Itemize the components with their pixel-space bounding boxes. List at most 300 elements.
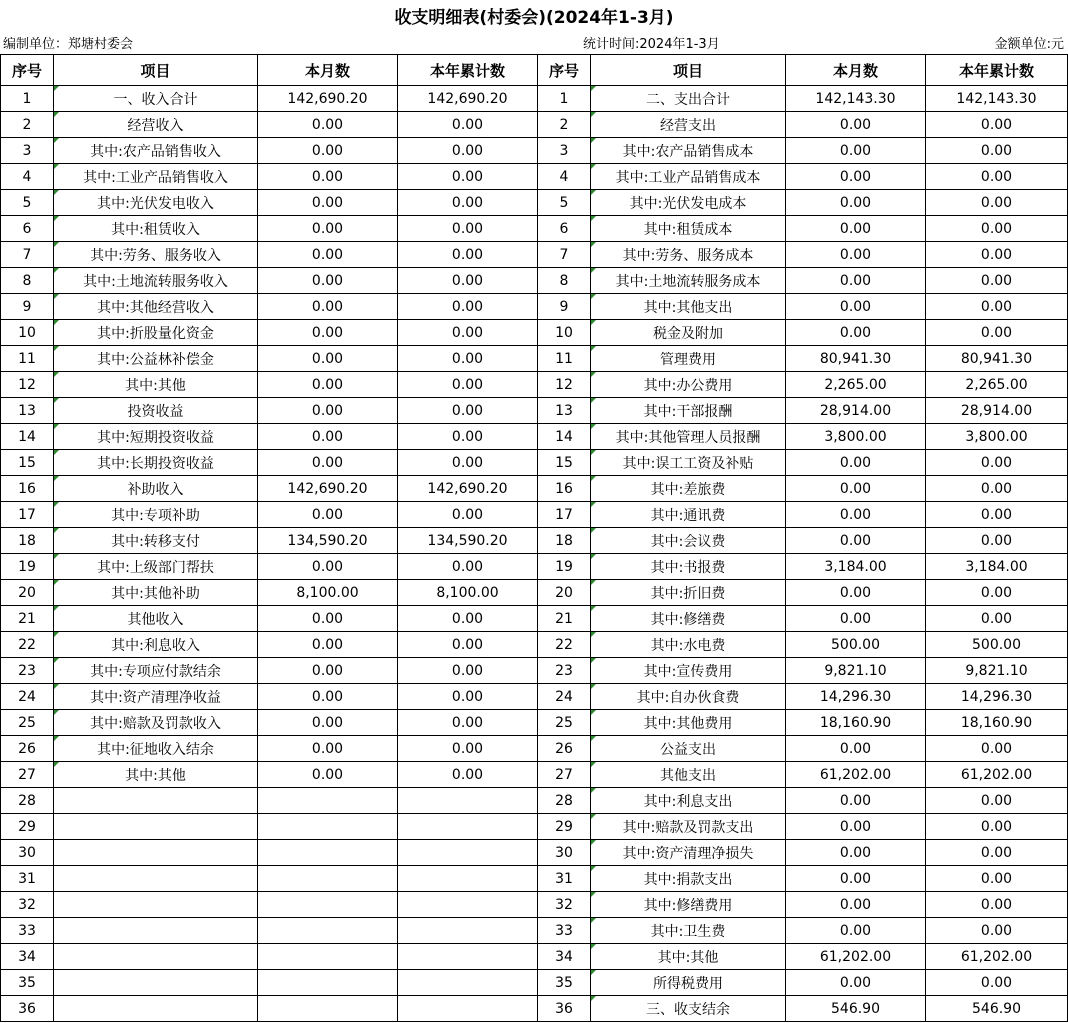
right-month-amount-cell: 61,202.00	[786, 944, 926, 970]
right-index-cell: 6	[538, 216, 591, 242]
right-index-cell: 9	[538, 294, 591, 320]
left-ytd-amount-cell	[398, 892, 538, 918]
header-left-index: 序号	[1, 55, 54, 86]
right-index-cell: 19	[538, 554, 591, 580]
right-index-cell: 14	[538, 424, 591, 450]
left-index-cell: 34	[1, 944, 54, 970]
left-item-cell: 补助收入	[54, 476, 258, 502]
right-item-cell: 其中:卫生费	[591, 918, 786, 944]
table-row	[1, 658, 1068, 684]
left-item-cell: 经营收入	[54, 112, 258, 138]
left-month-amount-cell: 0.00	[258, 216, 398, 242]
right-index-cell: 28	[538, 788, 591, 814]
left-ytd-amount-cell: 0.00	[398, 632, 538, 658]
left-ytd-amount-cell: 0.00	[398, 736, 538, 762]
page-title: 收支明细表(村委会)(2024年1-3月)	[394, 8, 674, 28]
left-month-amount-cell: 0.00	[258, 190, 398, 216]
right-month-amount-cell: 61,202.00	[786, 762, 926, 788]
table-row	[1, 398, 1068, 424]
right-ytd-amount-cell: 0.00	[926, 320, 1068, 346]
right-month-amount-cell: 0.00	[786, 216, 926, 242]
right-item-cell: 经营支出	[591, 112, 786, 138]
left-ytd-amount-cell: 0.00	[398, 424, 538, 450]
table-row	[1, 502, 1068, 528]
left-index-cell: 36	[1, 996, 54, 1022]
right-ytd-amount-cell: 0.00	[926, 216, 1068, 242]
right-month-amount-cell: 0.00	[786, 788, 926, 814]
left-item-cell: 其中:其他	[54, 372, 258, 398]
right-index-cell: 21	[538, 606, 591, 632]
right-item-cell: 其中:宣传费用	[591, 658, 786, 684]
left-item-cell: 其中:赔款及罚款收入	[54, 710, 258, 736]
table-row	[1, 320, 1068, 346]
left-ytd-amount-cell: 0.00	[398, 164, 538, 190]
right-ytd-amount-cell: 0.00	[926, 242, 1068, 268]
left-ytd-amount-cell: 0.00	[398, 294, 538, 320]
header-left-item: 项目	[54, 55, 258, 86]
table-row	[1, 996, 1068, 1022]
left-month-amount-cell: 0.00	[258, 320, 398, 346]
right-index-cell: 11	[538, 346, 591, 372]
left-ytd-amount-cell	[398, 918, 538, 944]
right-ytd-amount-cell: 80,941.30	[926, 346, 1068, 372]
right-month-amount-cell: 3,800.00	[786, 424, 926, 450]
table-row	[1, 424, 1068, 450]
right-month-amount-cell: 0.00	[786, 138, 926, 164]
right-index-cell: 31	[538, 866, 591, 892]
left-ytd-amount-cell	[398, 814, 538, 840]
left-index-cell: 12	[1, 372, 54, 398]
left-ytd-amount-cell: 0.00	[398, 502, 538, 528]
left-index-cell: 32	[1, 892, 54, 918]
right-month-amount-cell: 18,160.90	[786, 710, 926, 736]
right-index-cell: 29	[538, 814, 591, 840]
right-month-amount-cell: 0.00	[786, 814, 926, 840]
left-index-cell: 10	[1, 320, 54, 346]
left-item-cell: 其中:折股量化资金	[54, 320, 258, 346]
left-ytd-amount-cell	[398, 996, 538, 1022]
left-index-cell: 1	[1, 86, 54, 112]
left-month-amount-cell: 0.00	[258, 138, 398, 164]
left-index-cell: 29	[1, 814, 54, 840]
left-item-cell: 其中:资产清理净收益	[54, 684, 258, 710]
right-month-amount-cell: 0.00	[786, 242, 926, 268]
left-index-cell: 15	[1, 450, 54, 476]
left-item-cell	[54, 814, 258, 840]
left-month-amount-cell: 0.00	[258, 450, 398, 476]
left-item-cell: 其中:利息收入	[54, 632, 258, 658]
right-index-cell: 33	[538, 918, 591, 944]
left-item-cell	[54, 996, 258, 1022]
left-month-amount-cell	[258, 814, 398, 840]
right-month-amount-cell: 546.90	[786, 996, 926, 1022]
right-item-cell: 其中:办公费用	[591, 372, 786, 398]
right-item-cell: 其中:差旅费	[591, 476, 786, 502]
left-ytd-amount-cell: 0.00	[398, 710, 538, 736]
left-ytd-amount-cell: 0.00	[398, 684, 538, 710]
left-item-cell	[54, 918, 258, 944]
left-ytd-amount-cell	[398, 866, 538, 892]
left-month-amount-cell: 142,690.20	[258, 476, 398, 502]
right-month-amount-cell: 0.00	[786, 112, 926, 138]
right-item-cell: 税金及附加	[591, 320, 786, 346]
right-month-amount-cell: 500.00	[786, 632, 926, 658]
right-index-cell: 16	[538, 476, 591, 502]
right-ytd-amount-cell: 0.00	[926, 580, 1068, 606]
table-row	[1, 112, 1068, 138]
left-index-cell: 5	[1, 190, 54, 216]
right-index-cell: 10	[538, 320, 591, 346]
table-row	[1, 268, 1068, 294]
table-row	[1, 476, 1068, 502]
table-row	[1, 944, 1068, 970]
right-ytd-amount-cell: 18,160.90	[926, 710, 1068, 736]
right-month-amount-cell: 0.00	[786, 606, 926, 632]
left-index-cell: 24	[1, 684, 54, 710]
left-index-cell: 4	[1, 164, 54, 190]
right-item-cell: 其中:农产品销售成本	[591, 138, 786, 164]
table-row	[1, 684, 1068, 710]
table-row	[1, 86, 1068, 112]
table-row	[1, 788, 1068, 814]
left-month-amount-cell: 0.00	[258, 502, 398, 528]
right-item-cell: 二、支出合计	[591, 86, 786, 112]
left-item-cell: 其中:租赁收入	[54, 216, 258, 242]
table-row	[1, 346, 1068, 372]
left-month-amount-cell: 0.00	[258, 762, 398, 788]
left-ytd-amount-cell: 8,100.00	[398, 580, 538, 606]
right-item-cell: 其中:其他	[591, 944, 786, 970]
right-item-cell: 公益支出	[591, 736, 786, 762]
right-index-cell: 20	[538, 580, 591, 606]
right-month-amount-cell: 28,914.00	[786, 398, 926, 424]
left-item-cell	[54, 866, 258, 892]
right-ytd-amount-cell: 0.00	[926, 112, 1068, 138]
left-index-cell: 25	[1, 710, 54, 736]
right-item-cell: 其中:水电费	[591, 632, 786, 658]
table-row	[1, 450, 1068, 476]
right-index-cell: 15	[538, 450, 591, 476]
right-month-amount-cell: 14,296.30	[786, 684, 926, 710]
left-month-amount-cell: 0.00	[258, 684, 398, 710]
left-item-cell: 其中:专项补助	[54, 502, 258, 528]
left-index-cell: 20	[1, 580, 54, 606]
right-item-cell: 其中:劳务、服务成本	[591, 242, 786, 268]
left-ytd-amount-cell: 0.00	[398, 372, 538, 398]
right-item-cell: 其中:利息支出	[591, 788, 786, 814]
right-month-amount-cell: 0.00	[786, 866, 926, 892]
left-item-cell: 一、收入合计	[54, 86, 258, 112]
right-month-amount-cell: 0.00	[786, 320, 926, 346]
left-index-cell: 22	[1, 632, 54, 658]
left-month-amount-cell	[258, 944, 398, 970]
left-month-amount-cell	[258, 970, 398, 996]
left-ytd-amount-cell: 0.00	[398, 268, 538, 294]
right-index-cell: 36	[538, 996, 591, 1022]
left-ytd-amount-cell: 0.00	[398, 216, 538, 242]
table-row	[1, 138, 1068, 164]
left-month-amount-cell: 0.00	[258, 112, 398, 138]
left-month-amount-cell: 0.00	[258, 372, 398, 398]
right-ytd-amount-cell: 0.00	[926, 788, 1068, 814]
left-index-cell: 33	[1, 918, 54, 944]
right-item-cell: 其中:租赁成本	[591, 216, 786, 242]
right-ytd-amount-cell: 0.00	[926, 190, 1068, 216]
right-item-cell: 管理费用	[591, 346, 786, 372]
left-index-cell: 28	[1, 788, 54, 814]
left-ytd-amount-cell	[398, 840, 538, 866]
table-row	[1, 216, 1068, 242]
left-month-amount-cell	[258, 840, 398, 866]
left-item-cell: 其中:短期投资收益	[54, 424, 258, 450]
right-month-amount-cell: 0.00	[786, 450, 926, 476]
right-index-cell: 22	[538, 632, 591, 658]
table-row	[1, 294, 1068, 320]
left-index-cell: 19	[1, 554, 54, 580]
right-month-amount-cell: 0.00	[786, 918, 926, 944]
right-item-cell: 其中:其他管理人员报酬	[591, 424, 786, 450]
left-month-amount-cell: 0.00	[258, 424, 398, 450]
left-item-cell	[54, 840, 258, 866]
table-row	[1, 528, 1068, 554]
table-row	[1, 762, 1068, 788]
left-ytd-amount-cell: 134,590.20	[398, 528, 538, 554]
left-ytd-amount-cell: 0.00	[398, 346, 538, 372]
table-row	[1, 892, 1068, 918]
right-ytd-amount-cell: 0.00	[926, 164, 1068, 190]
right-index-cell: 34	[538, 944, 591, 970]
meta-bar	[0, 36, 1068, 54]
left-item-cell: 其中:其他经营收入	[54, 294, 258, 320]
header-row	[1, 55, 1068, 86]
right-index-cell: 13	[538, 398, 591, 424]
header-right-month: 本月数	[786, 55, 926, 86]
right-item-cell: 其中:光伏发电成本	[591, 190, 786, 216]
right-item-cell: 其中:其他费用	[591, 710, 786, 736]
right-index-cell: 18	[538, 528, 591, 554]
table-row	[1, 918, 1068, 944]
left-month-amount-cell: 0.00	[258, 346, 398, 372]
right-index-cell: 24	[538, 684, 591, 710]
left-ytd-amount-cell	[398, 944, 538, 970]
left-ytd-amount-cell: 0.00	[398, 658, 538, 684]
left-month-amount-cell: 0.00	[258, 710, 398, 736]
left-month-amount-cell: 0.00	[258, 242, 398, 268]
right-ytd-amount-cell: 0.00	[926, 840, 1068, 866]
right-item-cell: 其他支出	[591, 762, 786, 788]
right-item-cell: 其中:会议费	[591, 528, 786, 554]
left-index-cell: 21	[1, 606, 54, 632]
right-month-amount-cell: 0.00	[786, 164, 926, 190]
right-index-cell: 12	[538, 372, 591, 398]
left-month-amount-cell	[258, 788, 398, 814]
left-ytd-amount-cell: 0.00	[398, 762, 538, 788]
table-row	[1, 736, 1068, 762]
left-month-amount-cell	[258, 866, 398, 892]
right-ytd-amount-cell: 0.00	[926, 814, 1068, 840]
header-right-index: 序号	[538, 55, 591, 86]
left-ytd-amount-cell: 142,690.20	[398, 86, 538, 112]
right-item-cell: 其中:工业产品销售成本	[591, 164, 786, 190]
right-index-cell: 2	[538, 112, 591, 138]
left-item-cell	[54, 788, 258, 814]
left-ytd-amount-cell: 142,690.20	[398, 476, 538, 502]
table-row	[1, 840, 1068, 866]
right-ytd-amount-cell: 0.00	[926, 450, 1068, 476]
right-item-cell: 其中:修缮费	[591, 606, 786, 632]
right-index-cell: 3	[538, 138, 591, 164]
right-ytd-amount-cell: 0.00	[926, 294, 1068, 320]
table-body	[1, 86, 1068, 1022]
right-ytd-amount-cell: 2,265.00	[926, 372, 1068, 398]
right-ytd-amount-cell: 28,914.00	[926, 398, 1068, 424]
left-month-amount-cell	[258, 996, 398, 1022]
left-item-cell: 其中:征地收入结余	[54, 736, 258, 762]
right-month-amount-cell: 0.00	[786, 970, 926, 996]
left-month-amount-cell	[258, 892, 398, 918]
left-index-cell: 3	[1, 138, 54, 164]
right-ytd-amount-cell: 9,821.10	[926, 658, 1068, 684]
right-index-cell: 8	[538, 268, 591, 294]
right-ytd-amount-cell: 500.00	[926, 632, 1068, 658]
left-item-cell: 其中:长期投资收益	[54, 450, 258, 476]
left-index-cell: 31	[1, 866, 54, 892]
right-month-amount-cell: 0.00	[786, 892, 926, 918]
left-month-amount-cell: 142,690.20	[258, 86, 398, 112]
compiling-unit: 编制单位：郑塘村委会	[3, 37, 134, 52]
right-item-cell: 其中:干部报酬	[591, 398, 786, 424]
left-index-cell: 2	[1, 112, 54, 138]
statistics-period: 统计时间:2024年1-3月	[583, 37, 720, 52]
right-item-cell: 其中:误工工资及补贴	[591, 450, 786, 476]
left-ytd-amount-cell: 0.00	[398, 450, 538, 476]
right-index-cell: 23	[538, 658, 591, 684]
right-index-cell: 17	[538, 502, 591, 528]
right-ytd-amount-cell: 3,800.00	[926, 424, 1068, 450]
right-ytd-amount-cell: 0.00	[926, 736, 1068, 762]
table-row	[1, 580, 1068, 606]
right-index-cell: 30	[538, 840, 591, 866]
table-row	[1, 372, 1068, 398]
right-item-cell: 其中:土地流转服务成本	[591, 268, 786, 294]
left-item-cell: 其中:劳务、服务收入	[54, 242, 258, 268]
right-index-cell: 1	[538, 86, 591, 112]
left-item-cell: 其他收入	[54, 606, 258, 632]
left-index-cell: 27	[1, 762, 54, 788]
left-ytd-amount-cell: 0.00	[398, 138, 538, 164]
right-ytd-amount-cell: 0.00	[926, 476, 1068, 502]
table-row	[1, 814, 1068, 840]
table-row	[1, 632, 1068, 658]
right-month-amount-cell: 3,184.00	[786, 554, 926, 580]
left-month-amount-cell: 134,590.20	[258, 528, 398, 554]
left-ytd-amount-cell: 0.00	[398, 112, 538, 138]
right-month-amount-cell: 0.00	[786, 294, 926, 320]
table-row	[1, 710, 1068, 736]
right-index-cell: 7	[538, 242, 591, 268]
left-index-cell: 23	[1, 658, 54, 684]
left-month-amount-cell: 8,100.00	[258, 580, 398, 606]
right-ytd-amount-cell: 14,296.30	[926, 684, 1068, 710]
left-item-cell: 其中:土地流转服务收入	[54, 268, 258, 294]
header-right-ytd: 本年累计数	[926, 55, 1068, 86]
left-ytd-amount-cell: 0.00	[398, 398, 538, 424]
right-item-cell: 其中:赔款及罚款支出	[591, 814, 786, 840]
left-ytd-amount-cell	[398, 788, 538, 814]
right-index-cell: 25	[538, 710, 591, 736]
left-month-amount-cell: 0.00	[258, 398, 398, 424]
left-month-amount-cell: 0.00	[258, 268, 398, 294]
left-month-amount-cell: 0.00	[258, 736, 398, 762]
left-month-amount-cell: 0.00	[258, 632, 398, 658]
left-item-cell: 其中:上级部门帮扶	[54, 554, 258, 580]
right-ytd-amount-cell: 61,202.00	[926, 944, 1068, 970]
left-item-cell: 其中:其他补助	[54, 580, 258, 606]
right-ytd-amount-cell: 3,184.00	[926, 554, 1068, 580]
left-index-cell: 11	[1, 346, 54, 372]
right-month-amount-cell: 142,143.30	[786, 86, 926, 112]
left-ytd-amount-cell: 0.00	[398, 242, 538, 268]
right-item-cell: 其中:资产清理净损失	[591, 840, 786, 866]
right-ytd-amount-cell: 0.00	[926, 606, 1068, 632]
right-item-cell: 其中:自办伙食费	[591, 684, 786, 710]
right-ytd-amount-cell: 0.00	[926, 528, 1068, 554]
right-index-cell: 4	[538, 164, 591, 190]
table-row	[1, 606, 1068, 632]
left-ytd-amount-cell: 0.00	[398, 606, 538, 632]
left-item-cell: 其中:转移支付	[54, 528, 258, 554]
right-index-cell: 26	[538, 736, 591, 762]
left-month-amount-cell: 0.00	[258, 658, 398, 684]
left-item-cell: 其中:公益林补偿金	[54, 346, 258, 372]
right-month-amount-cell: 0.00	[786, 190, 926, 216]
left-item-cell: 其中:农产品销售收入	[54, 138, 258, 164]
left-item-cell: 其中:其他	[54, 762, 258, 788]
income-expense-table	[0, 54, 1068, 1022]
left-month-amount-cell: 0.00	[258, 294, 398, 320]
left-ytd-amount-cell: 0.00	[398, 190, 538, 216]
right-item-cell: 其中:书报费	[591, 554, 786, 580]
left-month-amount-cell	[258, 918, 398, 944]
right-month-amount-cell: 9,821.10	[786, 658, 926, 684]
left-index-cell: 13	[1, 398, 54, 424]
right-item-cell: 其中:修缮费用	[591, 892, 786, 918]
right-index-cell: 27	[538, 762, 591, 788]
right-ytd-amount-cell: 142,143.30	[926, 86, 1068, 112]
table-row	[1, 242, 1068, 268]
left-item-cell	[54, 892, 258, 918]
table-row	[1, 190, 1068, 216]
right-month-amount-cell: 2,265.00	[786, 372, 926, 398]
right-ytd-amount-cell: 0.00	[926, 866, 1068, 892]
header-left-ytd: 本年累计数	[398, 55, 538, 86]
right-item-cell: 三、收支结余	[591, 996, 786, 1022]
left-index-cell: 35	[1, 970, 54, 996]
right-item-cell: 其中:通讯费	[591, 502, 786, 528]
table-row	[1, 866, 1068, 892]
left-index-cell: 7	[1, 242, 54, 268]
left-ytd-amount-cell: 0.00	[398, 554, 538, 580]
left-item-cell: 其中:工业产品销售收入	[54, 164, 258, 190]
right-month-amount-cell: 0.00	[786, 736, 926, 762]
right-ytd-amount-cell: 0.00	[926, 970, 1068, 996]
left-item-cell: 投资收益	[54, 398, 258, 424]
right-item-cell: 其中:捐款支出	[591, 866, 786, 892]
left-item-cell: 其中:专项应付款结余	[54, 658, 258, 684]
right-month-amount-cell: 0.00	[786, 502, 926, 528]
header-left-month: 本月数	[258, 55, 398, 86]
currency-unit: 金额单位:元	[994, 37, 1064, 52]
